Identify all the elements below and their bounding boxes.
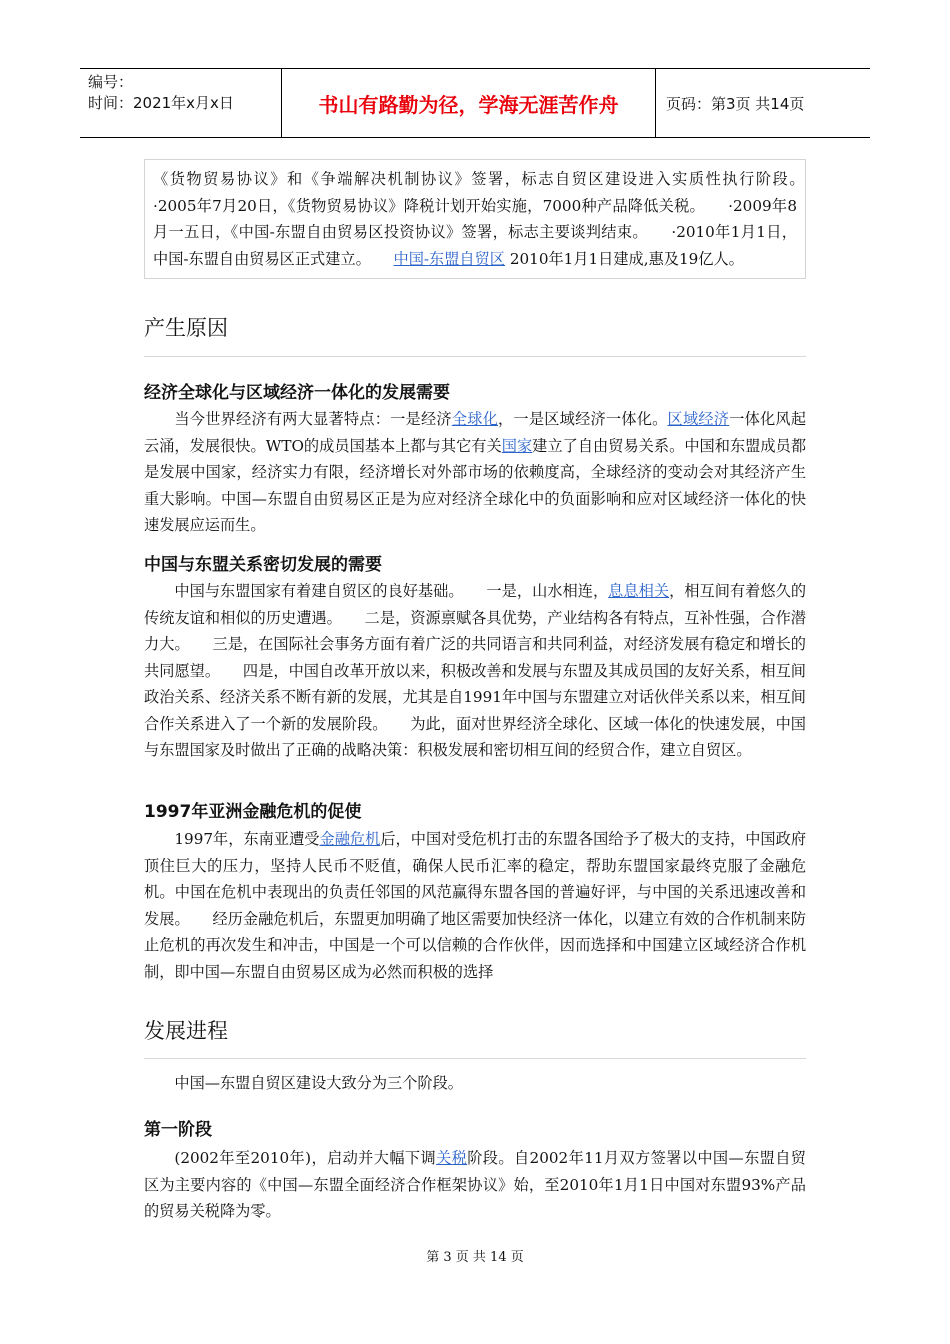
paragraph-progress-intro: [144, 1070, 806, 1097]
intro-link-cafta[interactable]: 中国-东盟自贸区: [393, 249, 505, 268]
page-footer: 第 3 页 共 14 页: [426, 1250, 524, 1265]
subsection-title-relations: 中国与东盟关系密切发展的需要: [144, 555, 382, 575]
link-financial-crisis[interactable]: 金融危机: [319, 830, 381, 848]
text: 阶段。自2002年11月双方签署以中国—东盟自贸区为主要内容的《中国—东盟全面经济合作框架协议》始，至2010年1月1日中国对东盟93%产品的贸易关税降为零。: [144, 1149, 806, 1220]
link-regional-economy[interactable]: 区域经济: [667, 410, 730, 428]
text: 当今世界经济有两大显著特点：一是经济: [174, 410, 452, 428]
text: ，相互间有着悠久的传统友谊和相似的历史遭遇。 二是，资源禀赋各具优势，产业结构各有特点，互补性强，合作潜力大。 三是，在国际社会事务方面有着广泛的共同语言和共同利益，对经济发展有稳定和增长的共同愿望。 四是，中国自改革开放以来，积极改善和发展与东盟及其成员国的友好关系，相互间政治关系、经济关系不断有新的发展，尤其是自1991年中国与东盟建立对话伙伴关系以来，相互间合作关系进入了一个新的发展阶段。 为此，面对世界经济全球化、区域一体化的快速发展，中国与东盟国家及时做出了正确的战略决策：积极发展和密切相互间的经贸合作，建立自贸区。: [144, 582, 807, 759]
intro-text: 《货物贸易协议》和《争端解决机制协议》签署，标志自贸区建设进入实质性执行阶段。 ·2005年7月20日，《货物贸易协议》降税计划开始实施，7000种产品降低关税。 ·2009年8月一五日，《中国-东盟自由贸易区投资协议》签署，标志主要谈判结束。 ·2010年1月1日，中国-东盟自由贸易区正式建立。: [153, 170, 828, 268]
link-tariff[interactable]: 关税: [436, 1149, 468, 1167]
text: (2002年至2010年)，启动并大幅下调: [174, 1149, 437, 1167]
subsection-title-globalization: 经济全球化与区域经济一体化的发展需要: [144, 383, 450, 403]
subsection-title-stage1: 第一阶段: [144, 1120, 212, 1140]
time-label: 时间：2021年x月x日: [88, 94, 234, 112]
text: ，一是区域经济一体化。: [498, 410, 668, 428]
link-globalization[interactable]: 全球化: [451, 410, 499, 428]
section-divider: [144, 356, 806, 357]
subsection-title-crisis: 1997年亚洲金融危机的促使: [144, 802, 362, 822]
section-title-progress: 发展进程: [144, 1019, 228, 1043]
intro-text-after: 2010年1月1日建成,惠及19亿人。: [505, 249, 744, 268]
header-meta: [80, 69, 282, 137]
link-closely-related[interactable]: 息息相关: [608, 582, 670, 600]
section-title-causes: 产生原因: [144, 316, 228, 340]
intro-box: [144, 159, 828, 279]
header-page-info: 页码：第3页 共14页: [666, 94, 805, 113]
text: 中国—东盟自贸区建设大致分为三个阶段。: [174, 1074, 463, 1092]
section-divider: [144, 1058, 806, 1059]
paragraph-relations: [144, 578, 806, 764]
paragraph-crisis: [144, 826, 806, 985]
paragraph-stage1: [144, 1145, 806, 1225]
text: 建立了自由贸易关系。中国和东盟成员都是发展中国家，经济实力有限，经济增长对外部市场的依赖度高，全球经济的变动会对其经济产生重大影响。中国—东盟自由贸易区正是为应对经济全球化中的负面影响和应对区域经济一体化的快速发展应运而生。: [144, 436, 807, 534]
number-label: 编号：: [88, 73, 134, 91]
text: 中国与东盟国家有着建自贸区的良好基础。 一是，山水相连，: [174, 582, 609, 600]
header-motto: 书山有路勤为径，学海无涯苦作舟: [282, 69, 656, 137]
text: 一体化风起云涌，发展很快。WTO的成员国基本上都与其它有关: [144, 410, 807, 455]
page-header: [80, 68, 870, 138]
text: 后，中国对受危机打击的东盟各国给予了极大的支持，中国政府顶住巨大的压力，坚持人民币不贬值，确保人民币汇率的稳定，帮助东盟国家最终克服了金融危机。中国在危机中表现出的负责任邻国的风范赢得东盟各国的普遍好评，与中国的关系迅速改善和发展。 经历金融危机后，东盟更加明确了地区需要加快经济一体化，以建立有效的合作机制来防止危机的再次发生和冲击，中国是一个可以信赖的合作伙伴，因而选择和中国建立区域经济合作机制，即中国—东盟自由贸易区成为必然而积极的选择: [144, 830, 807, 981]
link-country[interactable]: 国家: [501, 436, 533, 455]
text: 1997年，东南亚遭受: [174, 830, 320, 848]
paragraph-globalization: [144, 406, 806, 539]
